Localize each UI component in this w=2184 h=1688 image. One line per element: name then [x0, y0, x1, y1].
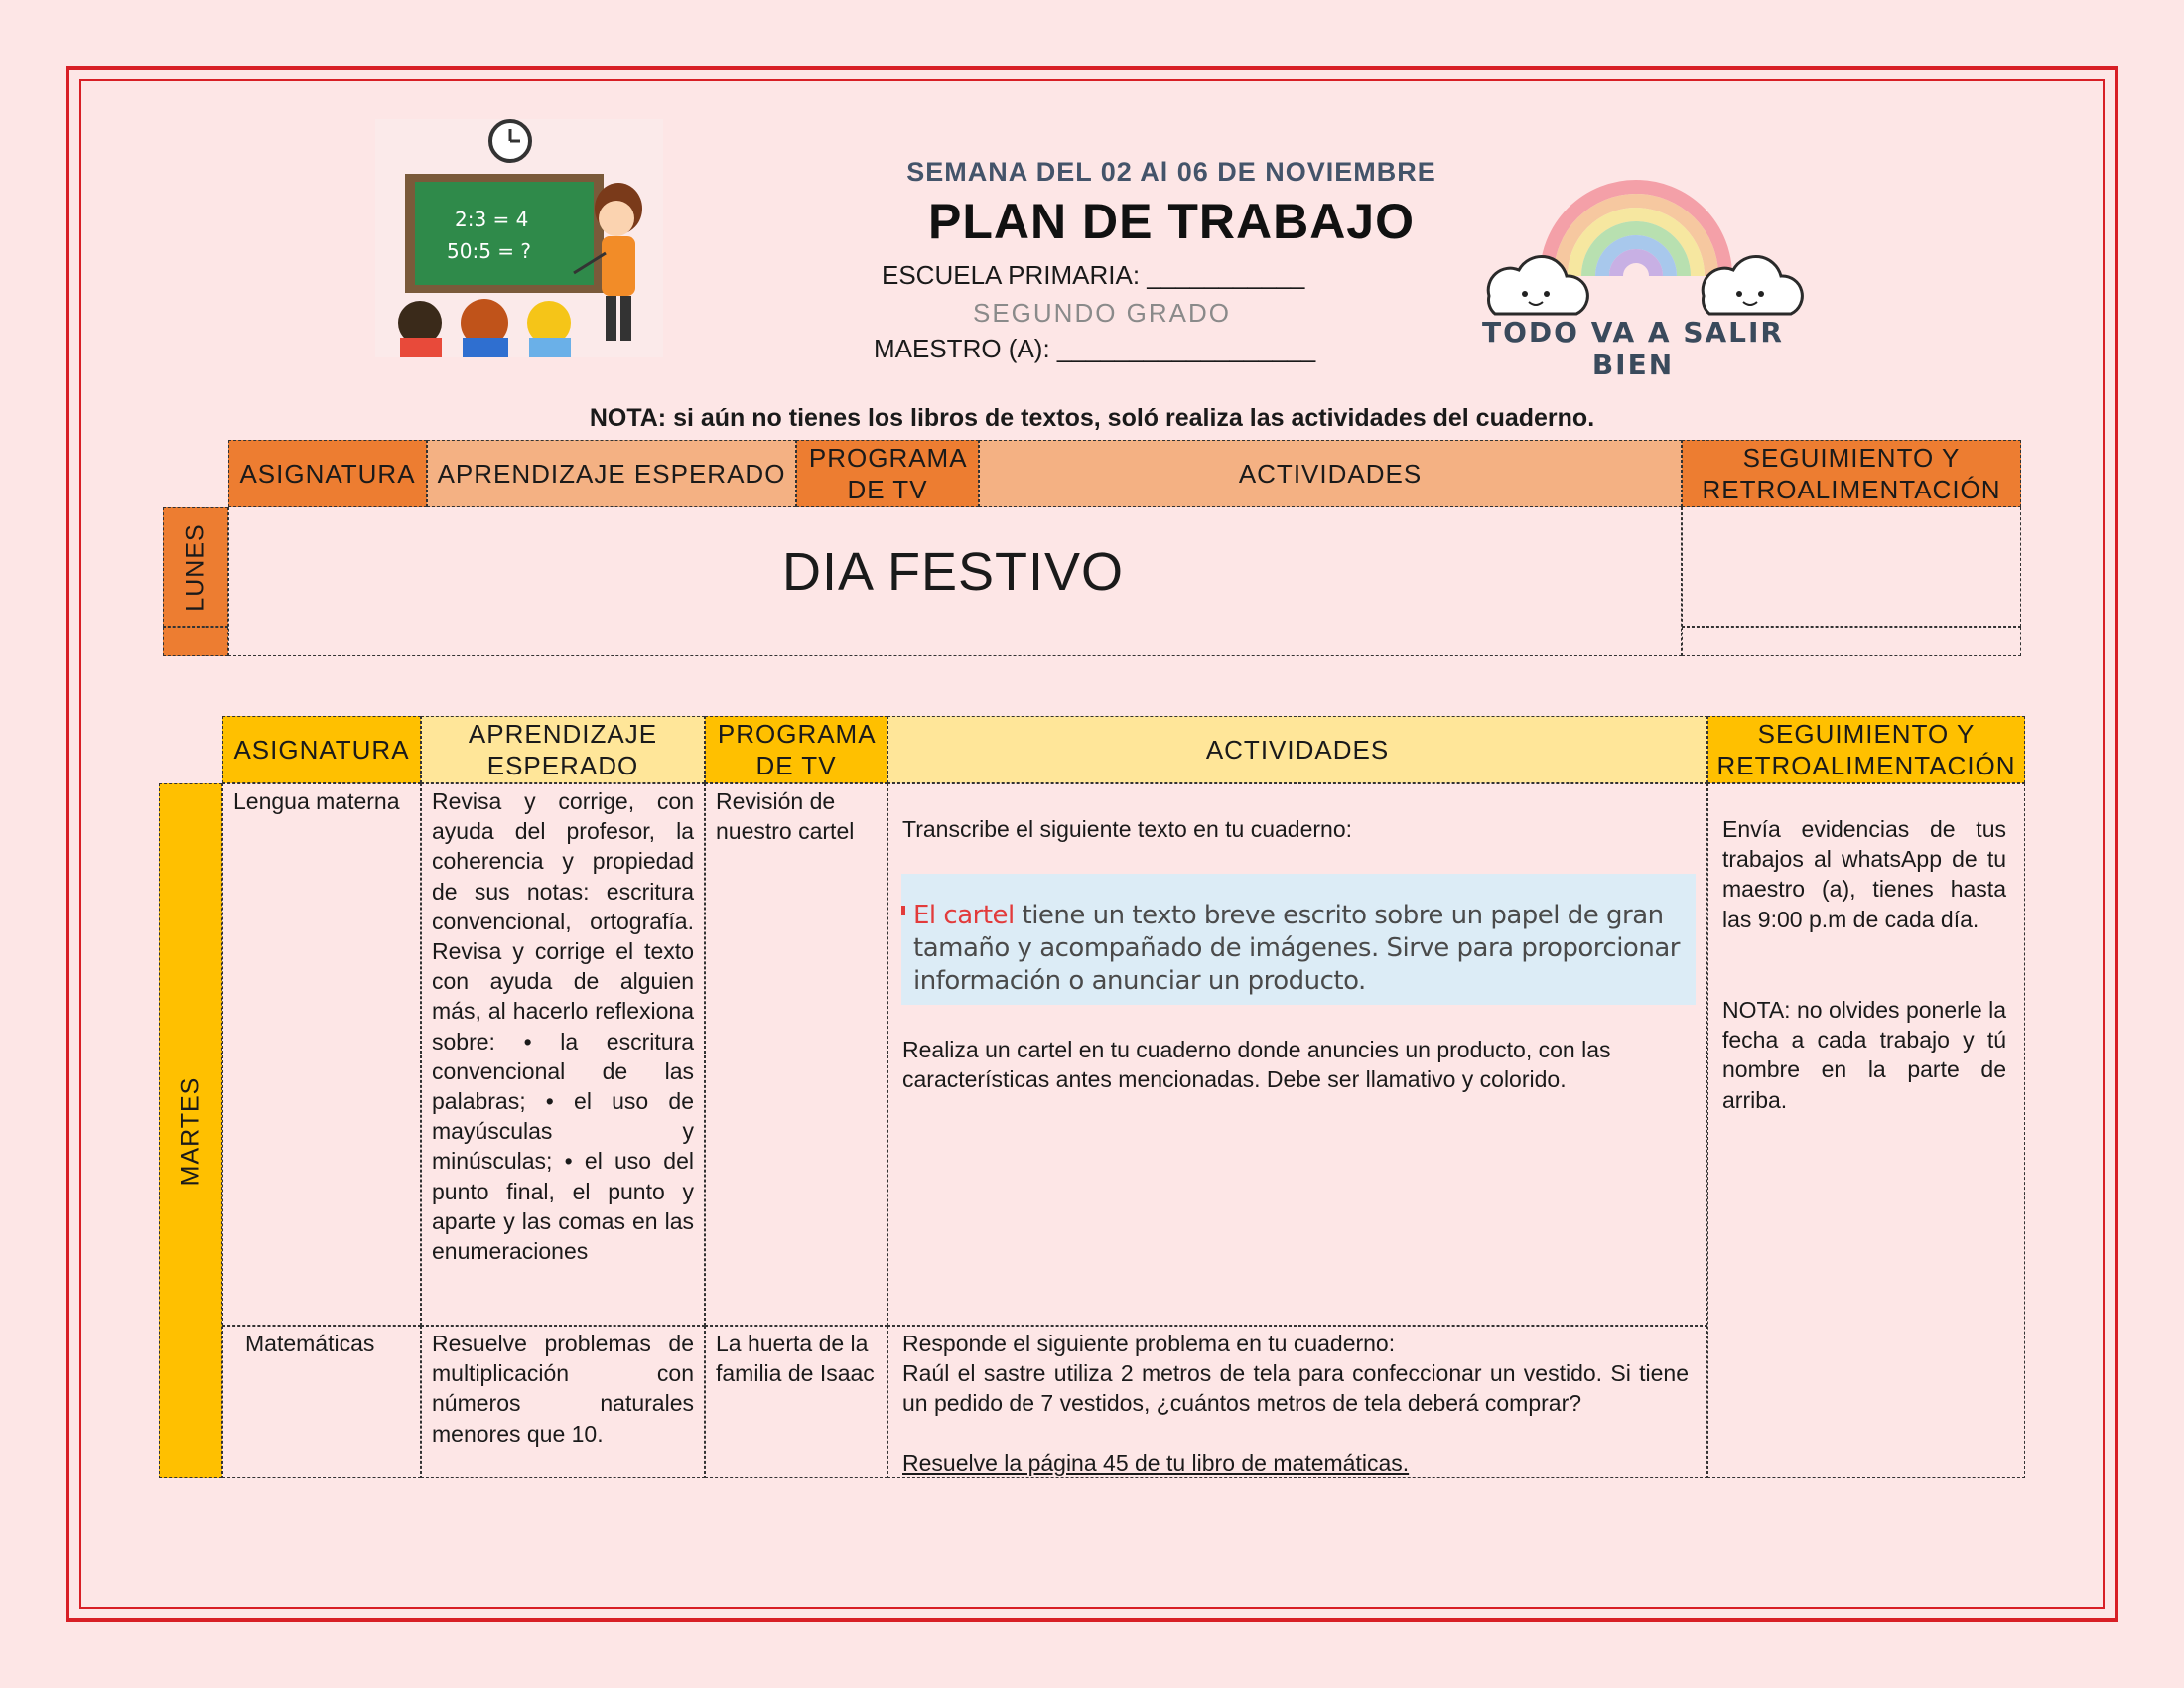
martes-col-actividades: ACTIVIDADES [887, 716, 1707, 783]
lunes-day-text: LUNES [181, 522, 209, 612]
martes-day-label [159, 783, 222, 1478]
lunes-day-footer [163, 627, 228, 656]
lunes-col-actividades: ACTIVIDADES [979, 440, 1682, 507]
row2-programa [705, 1326, 887, 1478]
martes-seguimiento [1707, 783, 2025, 1478]
week-range: SEMANA DEL 02 Al 06 DE NOVIEMBRE [906, 157, 1436, 187]
martes-col-seguimiento: SEGUIMIENTO Y RETROALIMENTACIÓN [1707, 716, 2025, 783]
lunes-seguimiento-footer [1682, 627, 2021, 656]
lunes-seguimiento-cell [1682, 507, 2021, 627]
motto-text: TODO VA A SALIR BIEN [1482, 316, 1784, 381]
row2-asignatura-text: Matemáticas [245, 1331, 375, 1356]
row2-asignatura [222, 1326, 421, 1478]
row1-programa [705, 783, 887, 1326]
holiday-text: DIA FESTIVO [781, 542, 1125, 602]
row2-act-problem: Raúl el sastre utiliza 2 metros de tela para confeccionar un vestido. Si tiene un pedido de 7 vestidos, ¿cuántos metros de tela deberá comprar? [902, 1360, 1689, 1417]
lunes-day-label [163, 507, 228, 627]
classroom-illustration [375, 119, 663, 357]
quote-highlight: El cartel [913, 901, 1015, 930]
seguimiento-text-1: Envía evidencias de tus trabajos al whatsApp de tu maestro (a), tienes hasta las 9:00 p.m de cada día. [1722, 816, 2006, 932]
lunes-col-asignatura: ASIGNATURA [228, 440, 427, 507]
lunes-col-seguimiento: SEGUIMIENTO Y RETROALIMENTACIÓN [1682, 440, 2021, 507]
row2-act-book: Resuelve la página 45 de tu libro de matemáticas. [902, 1450, 1410, 1476]
grade-label: SEGUNDO GRADO [973, 298, 1232, 328]
row1-actividades [887, 783, 1707, 1326]
row1-aprendizaje-text: Revisa y corrige, con ayuda del profesor, la coherencia y propiedad de sus notas: escritura convencional, ortografía. Revisa y corrige el texto con ayuda de alguien más, al hacerlo reflexiona sobre: • la escritura convencional de las palabras; • el uso de mayúsculas y minúsculas; • el uso del punto final, el punto y aparte y las comas en las enumeraciones [432, 788, 694, 1265]
note-text: NOTA: si aún no tienes los libros de textos, soló realiza las actividades del cuaderno. [589, 404, 1595, 432]
row1-asignatura [222, 783, 421, 1326]
martes-col-aprendizaje: APRENDIZAJE ESPERADO [421, 716, 705, 783]
lunes-col-aprendizaje: APRENDIZAJE ESPERADO [427, 440, 796, 507]
martes-col-programa: PROGRAMA DE TV [705, 716, 887, 783]
lunes-col-programa: PROGRAMA DE TV [796, 440, 979, 507]
row1-programa-text: Revisión de nuestro cartel [716, 788, 855, 845]
martes-col-asignatura: ASIGNATURA [222, 716, 421, 783]
seguimiento-text-2: NOTA: no olvides ponerle la fecha a cada trabajo y tú nombre en la parte de arriba. [1722, 997, 2006, 1113]
row2-actividades [887, 1326, 1707, 1478]
row1-aprendizaje [421, 783, 705, 1326]
martes-day-text: MARTES [176, 1076, 205, 1186]
row2-programa-text: La huerta de la familia de Isaac [716, 1331, 875, 1387]
row2-aprendizaje-text: Resuelve problemas de multiplicación con números naturales menores que 10. [432, 1331, 694, 1447]
row1-act-task: Realiza un cartel en tu cuaderno donde anuncies un producto, con las características antes mencionadas. Debe ser llamativo y colorido. [902, 1037, 1611, 1093]
quote-body: tiene un texto breve escrito sobre un papel de gran tamaño y acompañado de imágenes. Sirve para proporcionar información o anunciar un producto. [913, 901, 1680, 996]
quote-text [913, 900, 1688, 998]
chalkboard-line-1: 2:3 = 4 [455, 208, 529, 231]
row2-act-intro: Responde el siguiente problema en tu cuaderno: [902, 1331, 1396, 1356]
page-title: PLAN DE TRABAJO [927, 194, 1416, 249]
chalkboard-line-2: 50:5 = ? [447, 239, 531, 263]
row1-asignatura-text: Lengua materna [233, 788, 400, 814]
row2-aprendizaje [421, 1326, 705, 1478]
row1-act-intro: Transcribe el siguiente texto en tu cuaderno: [902, 816, 1353, 842]
school-field: ESCUELA PRIMARIA: ___________ [882, 260, 1305, 290]
teacher-field: MAESTRO (A): __________________ [874, 334, 1316, 363]
quote-bullet-icon [901, 906, 905, 915]
